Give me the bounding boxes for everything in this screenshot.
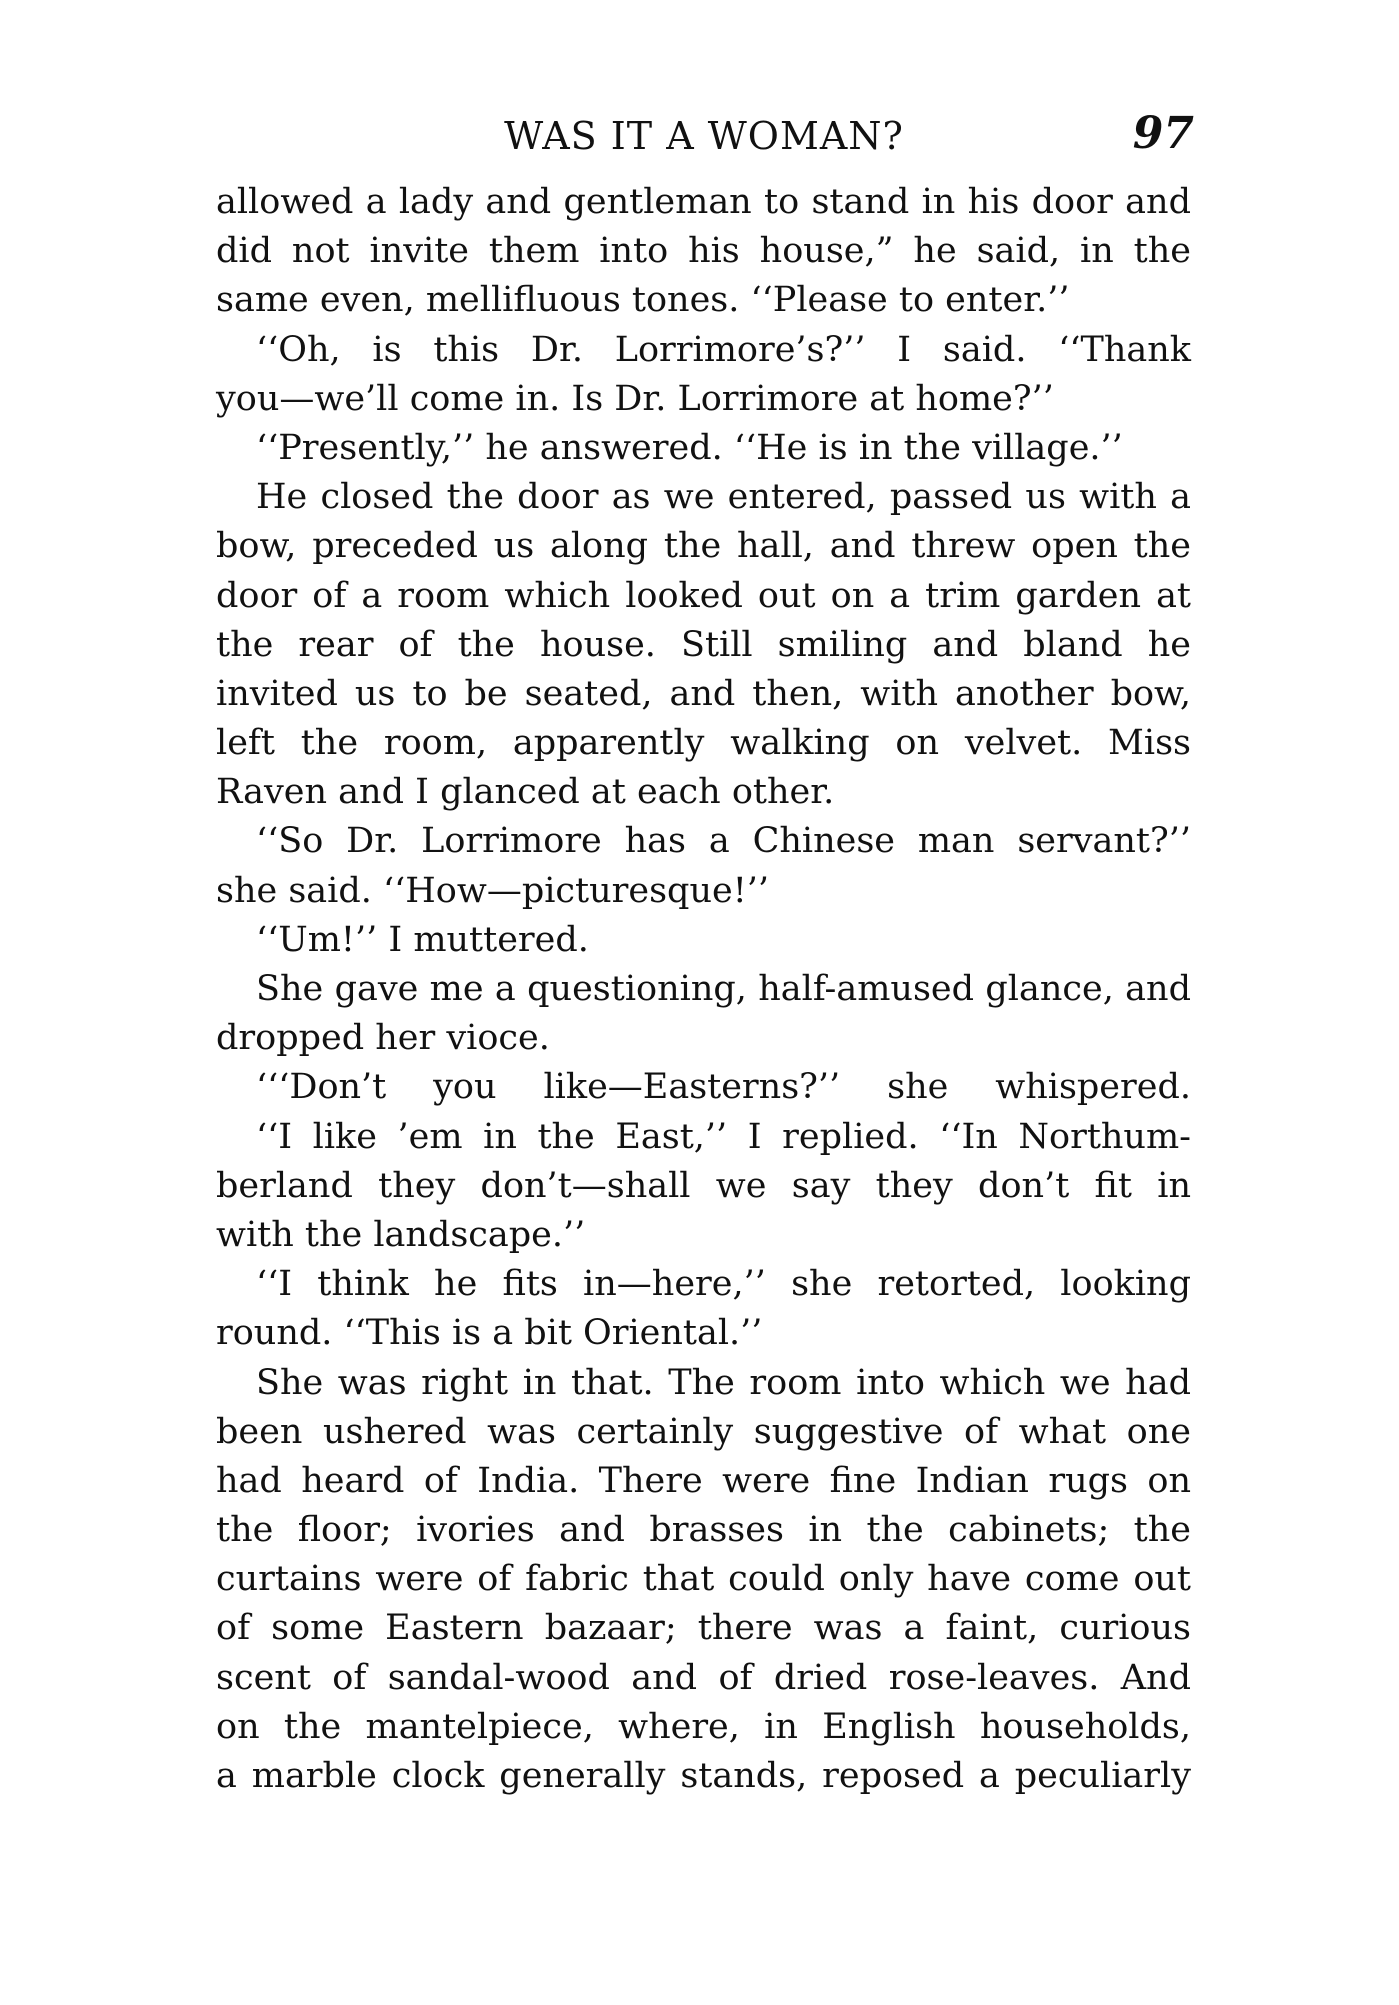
text-line: invited us to be seated, and then, with another bow, (216, 673, 1191, 714)
text-line: bow, preceded us along the hall, and threw open the (216, 526, 1191, 567)
text-line: berland they don’t—shall we say they don’t fit in (216, 1165, 1191, 1206)
page-number: 97 (1132, 108, 1194, 159)
text-line: ‘‘Um!’’ I muttered. (256, 919, 589, 960)
text-line: ‘‘I think he fits in—here,’’ she retorted, looking (256, 1264, 1191, 1305)
text-line: Raven and I glanced at each other. (216, 772, 835, 813)
running-title: WAS IT A WOMAN? (504, 114, 904, 158)
running-head (214, 108, 1194, 168)
text-line: with the landscape.’’ (216, 1214, 586, 1255)
text-line: did not invite them into his house,” he said, in the (216, 231, 1191, 272)
text-line: scent of sandal-wood and of dried rose-leaves. And (216, 1657, 1191, 1698)
text-line: ‘‘So Dr. Lorrimore has a Chinese man servant?’’ (256, 821, 1191, 862)
text-line: allowed a lady and gentleman to stand in his door and (216, 182, 1191, 222)
text-line: ‘‘Oh, is this Dr. Lorrimore’s?’’ I said. ‘‘Thank (256, 329, 1191, 370)
text-line: ‘‘Presently,’’ he answered. ‘‘He is in the village.’’ (256, 427, 1123, 468)
text-line: same even, mellifluous tones. ‘‘Please to enter.’’ (216, 280, 1070, 321)
text-line: He closed the door as we entered, passed us with a (256, 477, 1191, 518)
text-line: on the mantelpiece, where, in English households, (216, 1706, 1191, 1747)
text-line: the floor; ivories and brasses in the cabinets; the (216, 1510, 1191, 1551)
text-line: She gave me a questioning, half-amused glance, and (256, 969, 1191, 1009)
text-line: ‘‘I like ’em in the East,’’ I replied. ‘‘In Northum- (256, 1116, 1191, 1157)
text-line: round. ‘‘This is a bit Oriental.’’ (216, 1313, 763, 1354)
text-line: she said. ‘‘How—picturesque!’’ (216, 870, 770, 911)
text-line: She was right in that. The room into which we had (256, 1362, 1191, 1403)
text-line: the rear of the house. Still smiling and bland he (216, 624, 1191, 665)
text-line: of some Eastern bazaar; there was a faint, curious (216, 1608, 1191, 1649)
text-line: left the room, apparently walking on velvet. Miss (216, 723, 1191, 764)
text-line: ‘‘‘Don’t you like—Easterns?’’ she whispered. (256, 1067, 1191, 1108)
text-line: curtains were of fabric that could only have come out (216, 1559, 1191, 1600)
text-line: a marble clock generally stands, reposed a peculiarly (216, 1756, 1191, 1796)
text-line: been ushered was certainly suggestive of what one (216, 1411, 1191, 1452)
text-line: had heard of India. There were fine Indian rugs on (216, 1460, 1191, 1501)
text-line: you—we’ll come in. Is Dr. Lorrimore at home?’’ (216, 378, 1054, 419)
body-text (216, 178, 1191, 1801)
text-line: door of a room which looked out on a trim garden at (216, 575, 1191, 616)
text-line: dropped her vioce. (216, 1018, 550, 1059)
